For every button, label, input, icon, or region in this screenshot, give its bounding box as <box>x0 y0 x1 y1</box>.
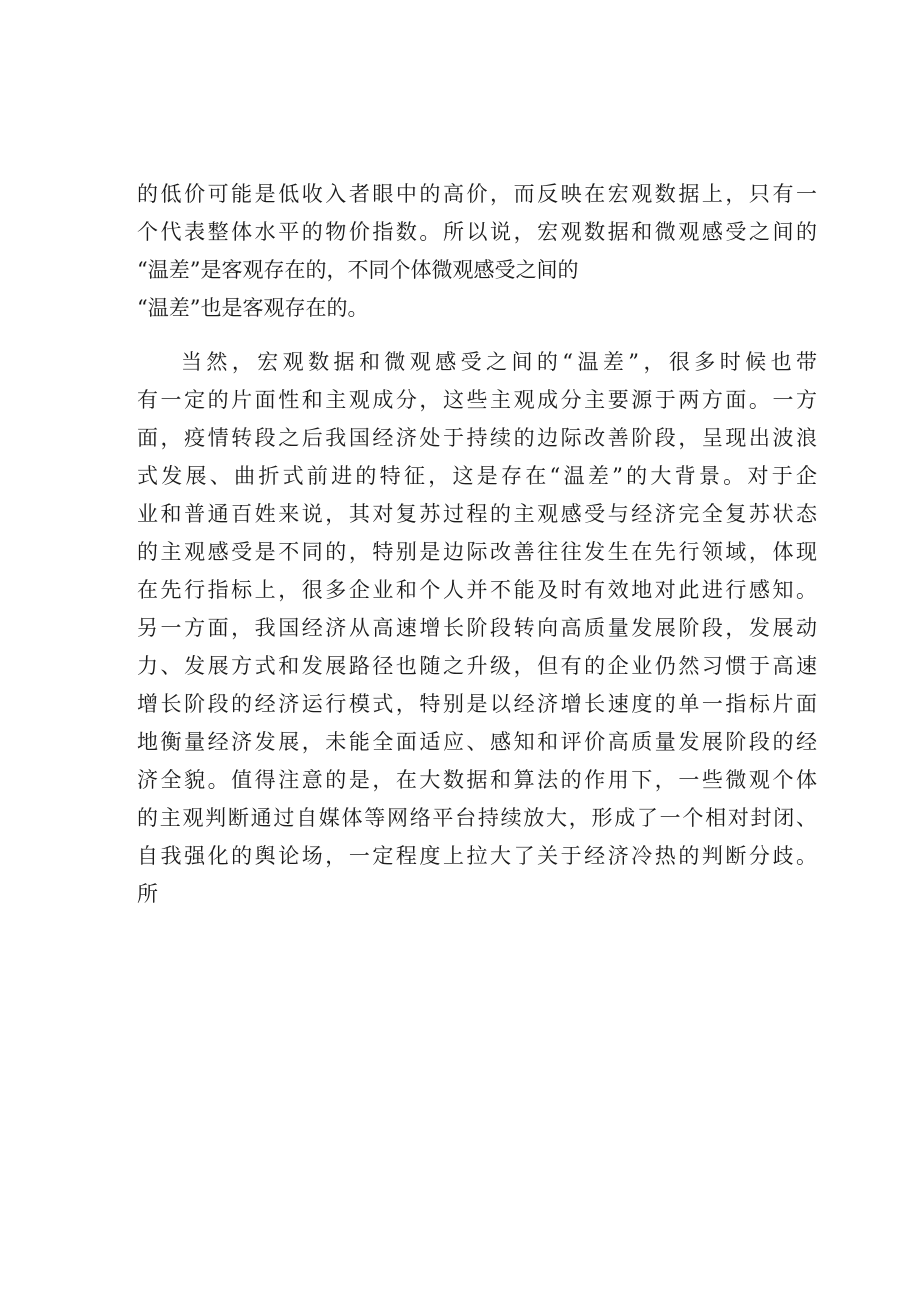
text-line: 另一方面，我国经济从高速增长阶段转向高质量发展阶段，发展动 <box>137 616 817 640</box>
text-line: 地衡量经济发展，未能全面适应、感知和评价高质量发展阶段的经 <box>137 730 817 754</box>
text-line: “温差”是客观存在的，不同个体微观感受之间的 <box>137 258 579 282</box>
body-text <box>137 175 817 913</box>
text-line: 力、发展方式和发展路径也随之升级，但有的企业仍然习惯于高速 <box>137 654 817 678</box>
paragraph-1 <box>137 175 817 327</box>
text-line: 的主观判断通过自媒体等网络平台持续放大，形成了一个相对封闭、 <box>137 806 817 830</box>
text-line: 自我强化的舆论场，一定程度上拉大了关于经济冷热的判断分歧。 <box>137 844 817 868</box>
text-line: 个代表整体水平的物价指数。所以说，宏观数据和微观感受之间的 <box>137 220 817 244</box>
text-line: 所 <box>137 882 158 906</box>
text-line: 在先行指标上，很多企业和个人并不能及时有效地对此进行感知。 <box>137 578 817 602</box>
text-line: 增长阶段的经济运行模式，特别是以经济增长速度的单一指标片面 <box>137 692 817 716</box>
text-line: 业和普通百姓来说，其对复苏过程的主观感受与经济完全复苏状态 <box>137 502 817 526</box>
paragraph-2 <box>137 343 817 913</box>
text-line: 济全貌。值得注意的是，在大数据和算法的作用下，一些微观个体 <box>137 768 817 792</box>
text-line: 面，疫情转段之后我国经济处于持续的边际改善阶段，呈现出波浪 <box>137 426 817 450</box>
text-line: 式发展、曲折式前进的特征，这是存在“温差”的大背景。对于企 <box>137 464 817 488</box>
text-line: “温差”也是客观存在的。 <box>137 296 369 320</box>
text-line: 有一定的片面性和主观成分，这些主观成分主要源于两方面。一方 <box>137 388 817 412</box>
text-line: 的主观感受是不同的，特别是边际改善往往发生在先行领域，体现 <box>137 540 817 564</box>
text-line: 当然，宏观数据和微观感受之间的“温差”，很多时候也带 <box>181 350 817 374</box>
text-line: 的低价可能是低收入者眼中的高价，而反映在宏观数据上，只有一 <box>137 182 817 206</box>
